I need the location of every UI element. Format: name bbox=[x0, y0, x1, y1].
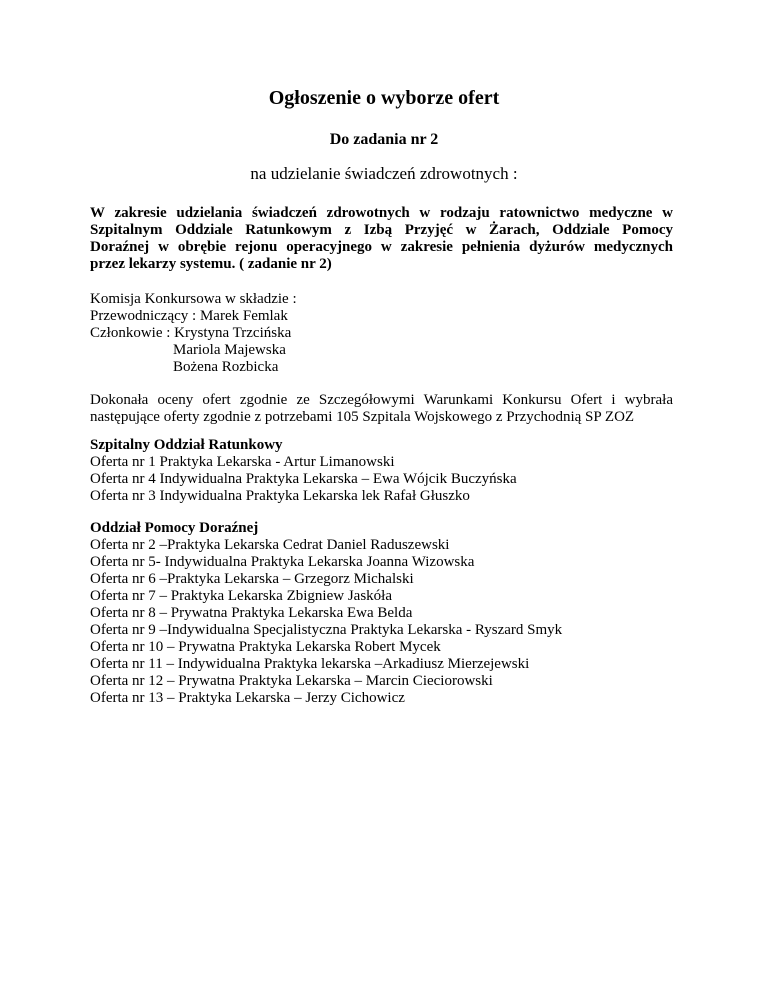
offer-item: Oferta nr 3 Indywidualna Praktyka Lekarska lek Rafał Głuszko bbox=[90, 488, 470, 504]
task-description: na udzielanie świadczeń zdrowotnych : bbox=[250, 164, 518, 183]
offer-item: Oferta nr 2 –Praktyka Lekarska Cedrat Daniel Raduszewski bbox=[90, 537, 450, 553]
offer-item: Oferta nr 1 Praktyka Lekarska - Artur Limanowski bbox=[90, 454, 395, 470]
decision-line: następujące oferty zgodnie z potrzebami 105 Szpitala Wojskowego z Przychodnią SP ZOZ bbox=[90, 409, 635, 425]
decision-paragraph bbox=[90, 392, 673, 426]
offer-item: Oferta nr 6 –Praktyka Lekarska – Grzegorz Michalski bbox=[90, 571, 414, 587]
offer-item: Oferta nr 7 – Praktyka Lekarska Zbigniew Jaskóła bbox=[90, 588, 392, 604]
offer-item: Oferta nr 11 – Indywidualna Praktyka lekarska –Arkadiusz Mierzejewski bbox=[90, 656, 530, 672]
offer-item: Oferta nr 8 – Prywatna Praktyka Lekarska Ewa Belda bbox=[90, 605, 413, 621]
scope-line: Szpitalnym Oddziale Ratunkowym z Izbą Przyjęć w Żarach, Oddziale Pomocy bbox=[90, 222, 673, 238]
offer-item: Oferta nr 4 Indywidualna Praktyka Lekarska – Ewa Wójcik Buczyńska bbox=[90, 471, 517, 487]
section-heading: Szpitalny Oddział Ratunkowy bbox=[90, 437, 283, 453]
committee-heading: Komisja Konkursowa w składzie : bbox=[90, 291, 297, 307]
scope-line: przez lekarzy systemu. ( zadanie nr 2) bbox=[90, 256, 332, 272]
offer-item: Oferta nr 12 – Prywatna Praktyka Lekarska – Marcin Cieciorowski bbox=[90, 673, 493, 689]
offer-item: Oferta nr 5- Indywidualna Praktyka Lekarska Joanna Wizowska bbox=[90, 554, 475, 570]
committee-member: Mariola Majewska bbox=[173, 342, 286, 358]
document-title: Ogłoszenie o wyborze ofert bbox=[268, 87, 500, 109]
offer-item: Oferta nr 9 –Indywidualna Specjalistyczna Praktyka Lekarska - Ryszard Smyk bbox=[90, 622, 563, 638]
section-opd bbox=[90, 520, 690, 707]
section-sor bbox=[90, 437, 690, 505]
task-number: Do zadania nr 2 bbox=[329, 131, 439, 148]
committee-section bbox=[90, 291, 690, 376]
offer-item: Oferta nr 13 – Praktyka Lekarska – Jerzy Cichowicz bbox=[90, 690, 405, 706]
committee-chair: Przewodniczący : Marek Femlak bbox=[90, 308, 288, 324]
scope-line: W zakresie udzielania świadczeń zdrowotnych w rodzaju ratownictwo medyczne w bbox=[90, 205, 673, 221]
section-heading: Oddział Pomocy Doraźnej bbox=[90, 520, 259, 536]
scope-paragraph bbox=[90, 205, 673, 273]
offer-item: Oferta nr 10 – Prywatna Praktyka Lekarska Robert Mycek bbox=[90, 639, 441, 655]
committee-members: Członkowie : Krystyna Trzcińska bbox=[90, 325, 292, 341]
committee-member: Bożena Rozbicka bbox=[173, 359, 279, 375]
decision-line: Dokonała oceny ofert zgodnie ze Szczegółowymi Warunkami Konkursu Ofert i wybrała bbox=[90, 392, 673, 408]
scope-line: Doraźnej w obrębie rejonu operacyjnego w zakresie pełnienia dyżurów medycznych bbox=[90, 239, 673, 255]
